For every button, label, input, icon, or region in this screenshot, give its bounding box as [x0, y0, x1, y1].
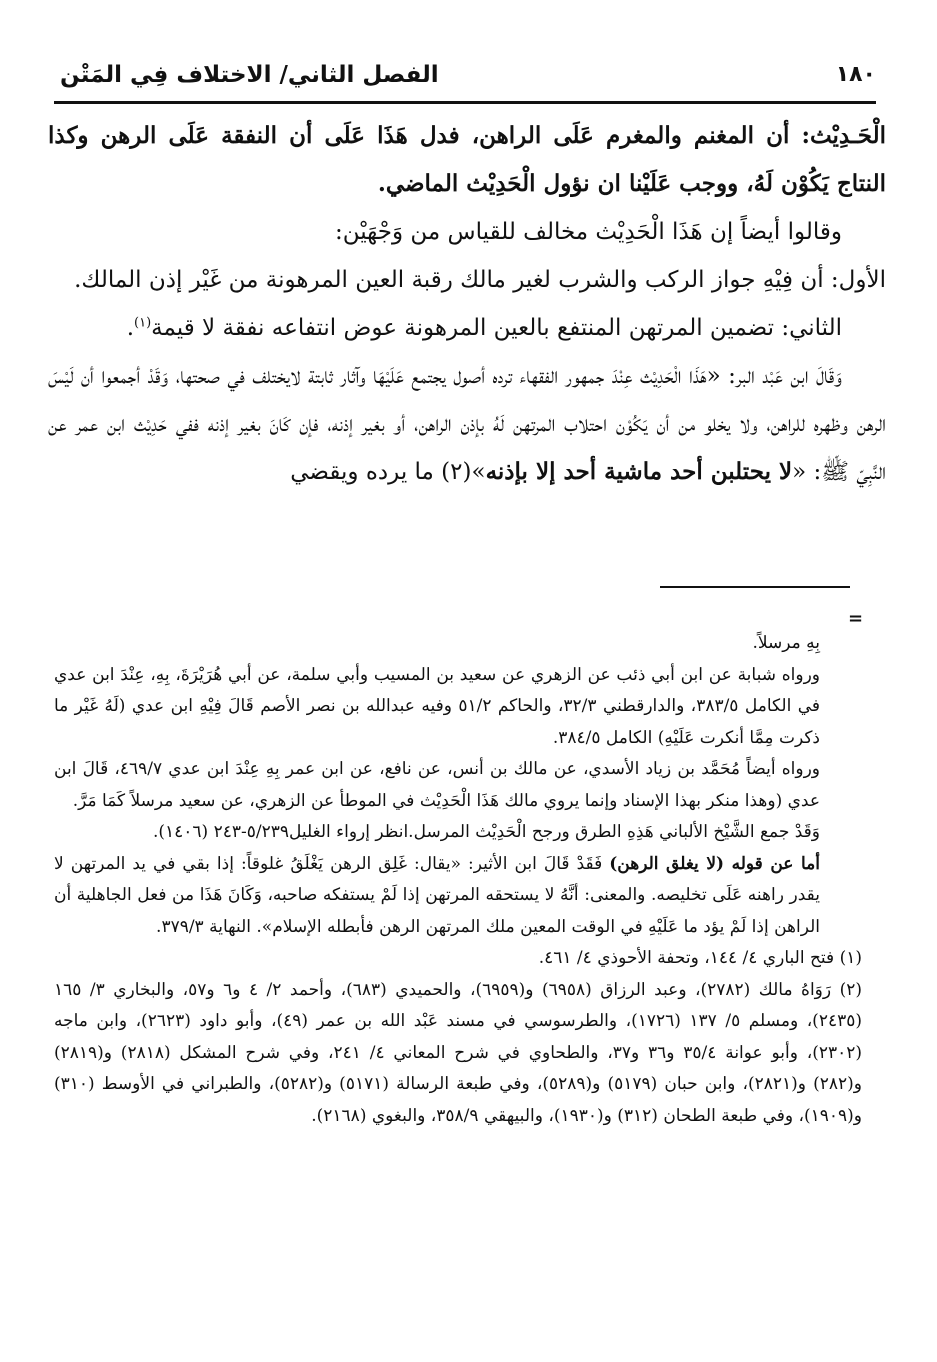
header-rule — [54, 101, 876, 104]
page-number: ١٨٠ — [835, 62, 876, 87]
footnote-bold-phrase: أما عن قوله (لا يغلق الرهن) — [609, 853, 820, 874]
footnote-continued-para-4-text: فَقَدْ قَالَ ابن الأثير: «يقال: غَلِق الرهن يَغْلَقُ غلوقاً: إذا بقي في يد المرتهن لا يقدر راهنه عَلَى تخليصه. والمعنى: أنَّهُ لا يستحقه المرتهن إذا لَمْ يستفكه صاحبه، وَكَانَ هَذَا من فعل الجاهلية أن الراهن إذا لَمْ يؤد ما عَلَيْهِ في الوقت المعين ملك المرتهن الرهن فأبطله الإسلام». النهاية ٣٧٩/٣. — [54, 853, 820, 937]
footnote-2-number: (٢) — [839, 979, 862, 1000]
footnote-1-text: فتح الباري ٤/ ١٤٤، وتحفة الأحوذي ٤/ ٤٦١. — [538, 948, 835, 968]
chapter-title: الفصل الثاني/ الاختلاف فِي المَتْن — [60, 62, 439, 88]
main-paragraph-4-text: الثاني: تضمين المرتهن المنتفع بالعين المرهونة عوض انتفاعه نفقة لا قيمة — [151, 315, 842, 341]
footnote-1-number: (١) — [839, 948, 862, 968]
footnote-1 — [54, 943, 862, 975]
footnotes — [54, 628, 862, 1132]
footnote-continued-para-3: وَقَدْ جمع الشَّيْخ الألباني هَذِهِ الطرق ورجح الْحَدِيْث المرسل.انظر إرواء الغليل٥/٢٣٩-٢٤٣ (١٤٠٦). — [152, 822, 820, 842]
main-paragraph-5-text: وَقَالَ ابن عَبْد البر: «هَذَا الْحَدِيْث عِنْدَ جمهور الفقهاء ترده أصول يجتمع عَلَيْهَا وآثار ثابتة لايختلف في صحتها، وَقَدْ أجمعوا أن لَيْسَ الرهن وظهره للراهن، ولا يخلو من أن يَكُوْن احتلاب المرتهن لَهُ بإذن الراهن، أو بغير إذنه، فإن كَانَ بغير إذنه ففي حَدِيْث ابن عمر عن النَّبِيّ ﷺ: « — [48, 363, 886, 485]
footnote-separator — [660, 586, 850, 588]
footnote-2-text: رَوَاهُ مالك (٢٧٨٢)، وعبد الرزاق (٦٩٥٨) و(٦٩٥٩)، والحميدي (٦٨٣)، وأحمد ٢/ ٤ و٦ و٥٧، والبخاري ٣/ ١٦٥ (٢٤٣٥)، ومسلم ٥/ ١٣٧ (١٧٢٦)، والطرسوسي في مسند عَبْد الله بن عمر (٤٩)، وأبو داود (٢٦٢٣)، وابن ماجه (٢٣٠٢)، وأبو عوانة ٣٥/٤ و٣٦ و٣٧، والطحاوي في شرح المعاني ٤/ ٢٤١، وفي شرح المشكل (٢٨١٨) و(٢٨١٩) و(٢٨٢) و(٢٨٢١)، وابن حبان (٥١٧٩) و(٥٢٨٩)، وفي طبعة الرسالة (٥١٧١) و(٥٢٨٢)، والطبراني في الأوسط (٣١٠) و(١٩٠٩)، وفي طبعة الطحان (٣١٢) و(١٩٣٠)، والبيهقي ٣٥٨/٩، والبغوي (٢١٦٨). — [54, 979, 863, 1126]
main-paragraph-5 — [48, 352, 886, 496]
footnote-ref-1[interactable]: (١) — [134, 315, 152, 331]
main-paragraph-3: الأول: أن فِيْهِ جواز الركب والشرب لغير مالك رقبة العين المرهونة من غَيْر إذن المالك. — [74, 267, 886, 293]
footnote-ref-2[interactable]: »(٢) — [441, 459, 486, 485]
main-paragraph-1: الْحَـدِيْث: أن المغنم والمغرم عَلَى الراهن، فدل هَذَا عَلَى أن النفقة عَلَى الرهن وكذا النتاج يَكُوْن لَهُ، ووجب عَلَيْنا ان نؤول الْحَدِيْث الماضي. — [48, 122, 886, 197]
running-header — [54, 58, 876, 104]
continuation-mark: = — [848, 608, 864, 629]
main-text — [48, 112, 886, 496]
footnote-continued-para-4 — [54, 849, 862, 944]
main-paragraph-5-end: ما يرده ويقضي — [290, 459, 442, 485]
footnote-continued-para-1: ورواه شبابة عن ابن أبي ذئب عن الزهري عن سعيد بن المسيب وأبي سلمة، عن أبي هُرَيْرَةَ، بِهِ، عِنْدَ ابن عدي في الكامل ٣٨٣/٥، والدارقطني ٣٢/٣، والحاكم ٥١/٢ وفيه عبدالله بن نصر الأصم قَالَ فِيْهِ ابن عدي (لَهُ غَيْر ما ذكرت مِمَّا أنكرت عَلَيْهِ) الكامل ٣٨٤/٥. — [54, 664, 821, 748]
footnote-2 — [54, 975, 862, 1133]
footnote-continued-para-2: ورواه أيضاً مُحَمَّد بن زياد الأسدي، عن مالك بن أنس، عن نافع، عن ابن عمر بِهِ عِنْدَ ابن عدي ٤٦٩/٧، قَالَ ابن عدي (وهذا منكر بهذا الإسناد وإنما يروي مالك هَذَا الْحَدِيْث في الموطأ عن الزهري، عن سعيد مرسلاً كَمَا مَرَّ. — [54, 759, 820, 811]
hadith-quote: لا يحتلبن أحد ماشية أحد إلا بإذنه — [485, 458, 793, 485]
main-paragraph-4: الثاني: تضمين المرتهن المنتفع بالعين المرهونة عوض انتفاعه نفقة لا قيمة$^{(١)}$. — [126, 315, 842, 341]
footnote-continued-line: بِهِ مرسلاً. — [752, 633, 820, 653]
main-paragraph-2: وقالوا أيضاً إن هَذَا الْحَدِيْث مخالف للقياس من وَجْهَيْن: — [334, 219, 842, 245]
